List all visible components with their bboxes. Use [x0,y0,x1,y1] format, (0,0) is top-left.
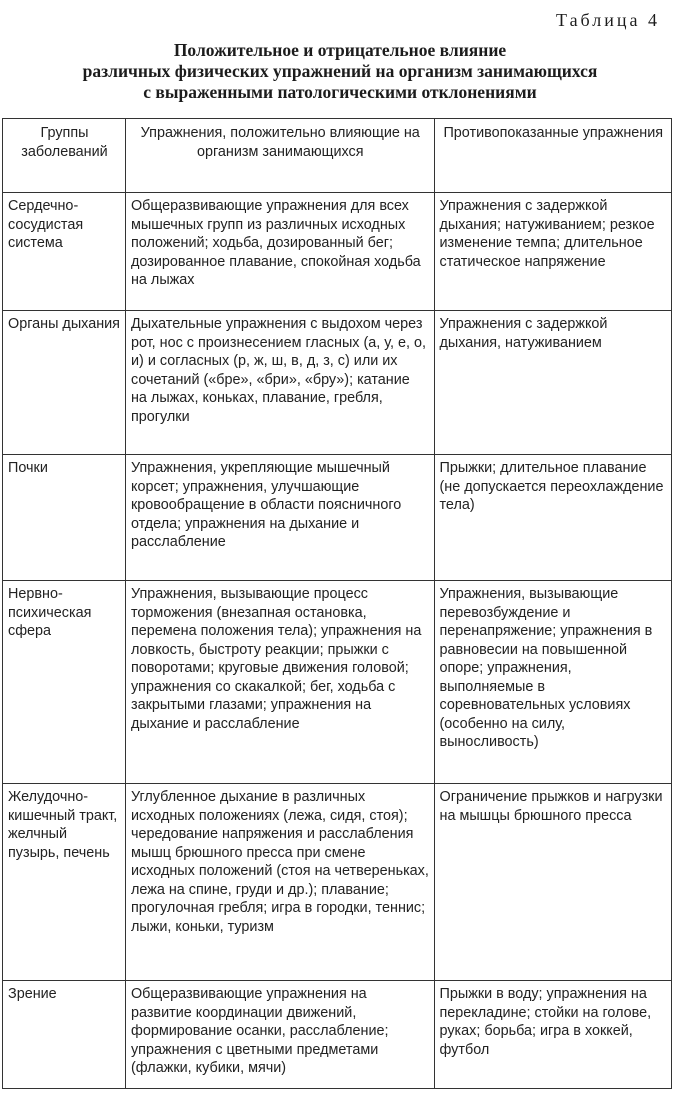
title-line: различных физических упражнений на организм занимающихся [82,61,598,81]
cell-contra: Упражнения с задержкой дыхания; натуживанием; резкое изменение темпа; длительное статическое напряжение [434,193,672,311]
cell-group: Желудочно-кишечный тракт, желчный пузырь, печень [3,784,126,981]
cell-positive: Общеразвивающие упражнения на развитие координации движений, формирование осанки, расслабление; упражнения с цветными предметами (флажки, кубики, мячи) [125,981,434,1089]
table-title [0,40,680,103]
header-positive: Упражнения, положительно влияющие на организм занимающихся [125,119,434,193]
table-header-row [3,119,672,193]
table-number-label: Таблица 4 [556,10,660,30]
cell-group: Сердечно-сосудистая система [3,193,126,311]
table-row [3,193,672,311]
cell-positive: Упражнения, укрепляющие мышечный корсет; упражнения, улучшающие кровообращение в области поясничного отдела; упражнения на дыхание и расслабление [125,455,434,581]
cell-positive: Дыхательные упражнения с выдохом через рот, нос с произнесением гласных (а, у, е, о, и) и согласных (р, ж, ш, в, д, з, с) или их сочетаний («бре», «бри», «бру»); катание на лыжах, коньках, плавание, гребля, прогулки [125,311,434,455]
table-row [3,784,672,981]
exercise-effects-table [2,118,672,1089]
cell-group: Нервно-психическая сфера [3,581,126,784]
table-row [3,311,672,455]
table-row [3,455,672,581]
title-line: Положительное и отрицательное влияние [173,40,507,60]
cell-group: Органы дыхания [3,311,126,455]
cell-contra: Упражнения, вызывающие перевозбуждение и перенапряжение; упражнения в равновесии на повышенной опоре; упражнения, выполняемые в соревновательных условиях (особенно на силу, выносливость) [434,581,672,784]
title-line: с выраженными патологическими отклонениями [143,82,537,102]
cell-positive: Общеразвивающие упражнения для всех мышечных групп из различных исходных положений; ходьба, дозированный бег; дозированное плавание, спокойная ходьба на лыжах [125,193,434,311]
table-row [3,981,672,1089]
cell-group: Почки [3,455,126,581]
cell-group: Зрение [3,981,126,1089]
cell-contra: Прыжки; длительное плавание (не допускается переохлаждение тела) [434,455,672,581]
header-group: Группы заболеваний [3,119,126,193]
cell-positive: Углубленное дыхание в различных исходных положениях (лежа, сидя, стоя); чередование напряжения и расслабления мышц брюшного пресса при смене исходных положений (стоя на четвереньках, лежа на спине, груди и др.); плавание; прогулочная гребля; игра в городки, теннис; лыжи, коньки, туризм [125,784,434,981]
cell-contra: Ограничение прыжков и нагрузки на мышцы брюшного пресса [434,784,672,981]
cell-contra: Прыжки в воду; упражнения на перекладине; стойки на голове, руках; борьба; игра в хоккей, футбол [434,981,672,1089]
table-row [3,581,672,784]
header-contra: Противопоказанные упражнения [434,119,672,193]
cell-contra: Упражнения с задержкой дыхания, натуживанием [434,311,672,455]
cell-positive: Упражнения, вызывающие процесс торможения (внезапная остановка, перемена положения тела); упражнения на ловкость, быстроту реакции; прыжки с поворотами; круговые движения головой; упражнения со скакалкой; бег, ходьба с закрытыми глазами; упражнения на дыхание и расслабление [125,581,434,784]
